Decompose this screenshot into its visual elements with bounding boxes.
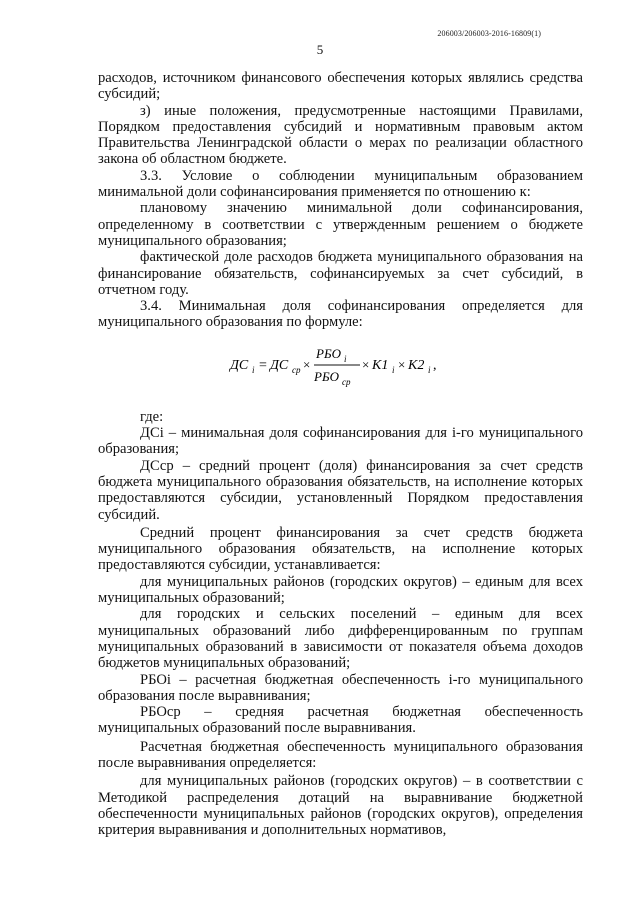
document-body — [98, 70, 583, 838]
formula-times-3: × — [398, 356, 406, 372]
formula-den: РБО — [314, 368, 339, 384]
paragraph: з) иные положения, предусмотренные настоящими Правилами, Порядком предоставления субсидий и нормативным правовым актом Правительства Ленинградской области о мерах по реализации областного закона об областном бюджете. — [98, 102, 583, 168]
formula-times-2: × — [362, 356, 370, 372]
formula-svg — [230, 342, 490, 402]
paragraph: плановому значению минимальной доли софинансирования, определенному в соответствии с утвержденным решением о бюджете муниципального образования; — [98, 200, 583, 249]
where-label: где: — [140, 408, 164, 425]
page-number: 5 — [316, 42, 324, 57]
paragraph: Средний процент финансирования за счет средств бюджета муниципального образования обязательств, на исполнение которых предоставляются субсидии, устанавливается: — [98, 524, 583, 574]
formula-times-1: × — [303, 356, 311, 372]
formula-k2-sub: i — [428, 364, 431, 375]
formula-k2: K2 — [408, 357, 425, 373]
definition-rboi: РБОi – расчетная бюджетная обеспеченность i-го муниципального образования после выравнивания; — [98, 671, 583, 704]
formula-k1: K1 — [372, 357, 389, 373]
section-3-4: 3.4. Минимальная доля софинансирования определяется для муниципального образования по формуле: — [98, 298, 583, 331]
paragraph: для муниципальных районов (городских округов) – единым для всех муниципальных образований; — [98, 573, 583, 607]
paragraph: для городских и сельских поселений – единым для всех муниципальных образований либо дифференцированным по группам муниципальных образований в зависимости от показателя объема доходов бюджетов муниципальных образований; — [98, 606, 583, 672]
formula-lhs-sub: i — [252, 364, 255, 375]
formula-avg-sub: ср — [292, 364, 301, 375]
paragraph: фактической доле расходов бюджета муниципального образования на финансирование обязательств, софинансируемых за счет субсидий, в отчетном году. — [98, 249, 583, 298]
definition-rbocp: РБОср – средняя расчетная бюджетная обеспеченность муниципальных образований после выравнивания. — [98, 704, 583, 737]
definition-dsi: ДСi – минимальная доля софинансирования для i-го муниципального образования; — [98, 425, 583, 458]
formula-k1-sub: i — [392, 364, 395, 375]
formula-lhs: ДС — [230, 357, 249, 373]
paragraph: расходов, источником финансового обеспечения которых являлись средства субсидий; — [98, 70, 583, 103]
formula-num: РБО — [316, 345, 341, 361]
section-3-3: 3.3. Условие о соблюдении муниципальным образованием минимальной доли софинансирования применяется по отношению к: — [98, 167, 583, 201]
formula-end: , — [433, 357, 437, 373]
formula-avg: ДС — [270, 357, 289, 373]
paragraph: Расчетная бюджетная обеспеченность муниципального образования после выравнивания определяется: — [98, 738, 583, 771]
paragraph: для муниципальных районов (городских округов) – в соответствии с Методикой распределения дотаций на выравнивание бюджетной обеспеченности муниципальных районов (городских округов), определения критерия выравнивания и дополнительных нормативов, — [98, 773, 583, 839]
document-id: 206003/206003-2016-16809(1) — [437, 29, 541, 38]
formula — [98, 339, 583, 409]
formula-den-sub: ср — [342, 376, 351, 387]
formula-num-sub: i — [344, 353, 347, 364]
definition-dscp: ДСср – средний процент (доля) финансирования за счет средств бюджета муниципального образования обязательств, на исполнение которых предоставляются субсидии, установленный Порядком предоставления субсидий. — [98, 457, 583, 523]
formula-eq: = — [259, 357, 267, 373]
